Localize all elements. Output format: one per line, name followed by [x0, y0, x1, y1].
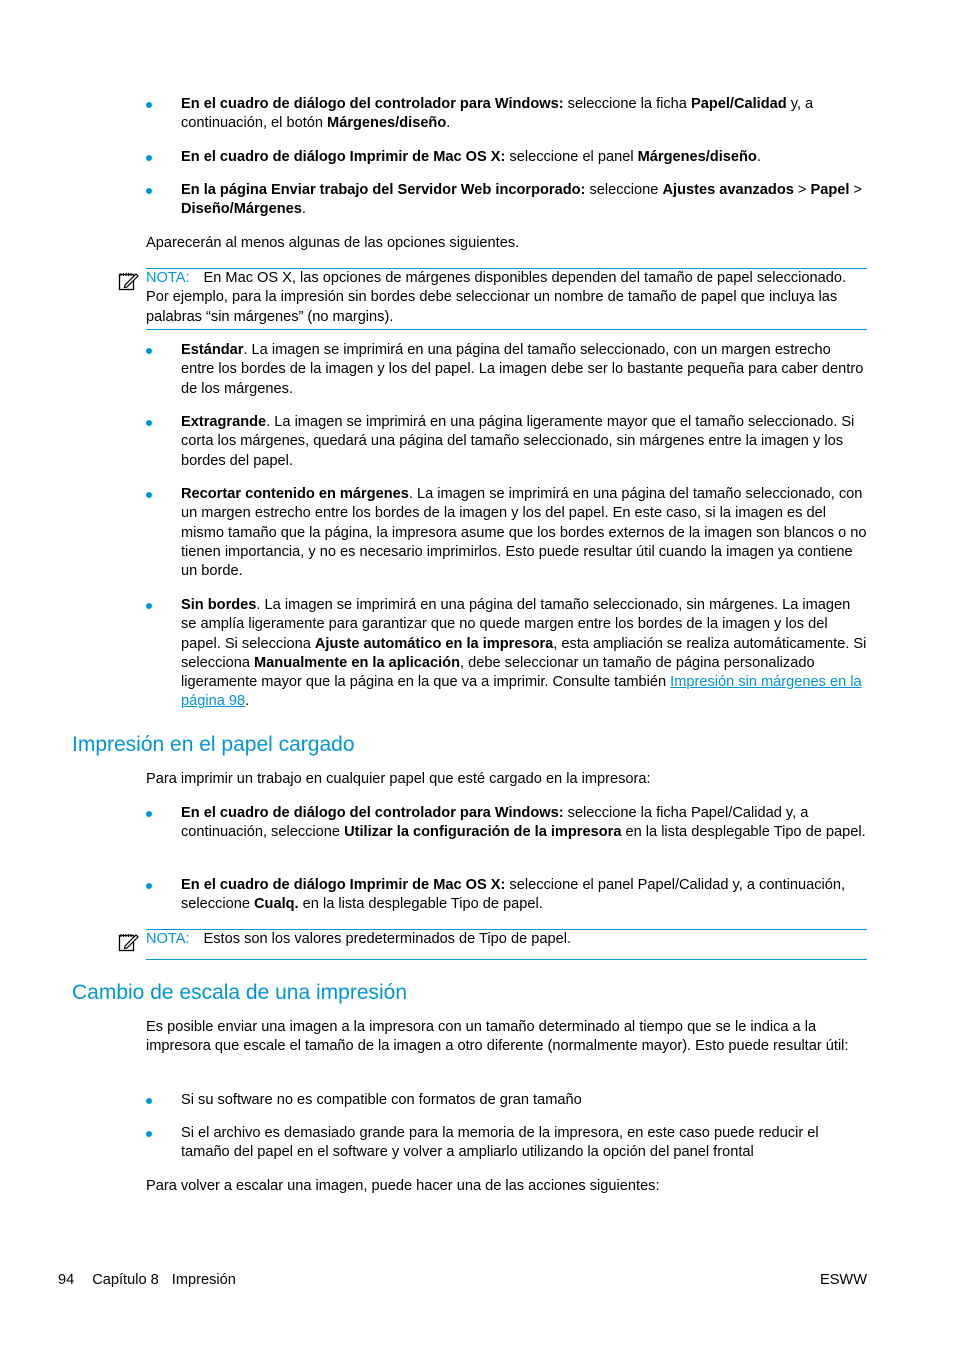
emphasis-text: Papel/Calidad: [690, 96, 787, 112]
paragraph: Es posible enviar una imagen a la impresora con un tamaño determinado al tiempo que se le indica a la impresora que escale el tamaño de la imagen a otro diferente (normalmente mayor). Esto puede resultar útil:: [146, 1019, 849, 1055]
locale-code: ESWW: [819, 1272, 867, 1288]
bullet-icon: [146, 188, 152, 194]
emphasis-text: Ajustes avanzados: [662, 182, 794, 198]
bullet-icon: [146, 883, 152, 889]
note-text: En Mac OS X, las opciones de márgenes disponibles dependen del tamaño de papel seleccionado. Por ejemplo, para la impresión sin bordes debe seleccionar un nombre de tamaño de papel que incluya las palabras “sin márgenes” (no margins).: [146, 270, 847, 325]
note-label: NOTA:: [146, 270, 190, 286]
bullet-icon: [146, 603, 152, 609]
emphasis-text: Estándar: [181, 342, 244, 358]
bullet-icon: [146, 102, 152, 108]
list-item: En el cuadro de diálogo Imprimir de Mac OS X: seleccione el panel Papel/Calidad y, a continuación, seleccione Cualq. en la lista desplegable Tipo de papel.: [146, 876, 868, 915]
note-label: NOTA:: [146, 931, 190, 947]
page-footer: [58, 1271, 867, 1290]
emphasis-text: En el cuadro de diálogo Imprimir de Mac OS X:: [181, 877, 506, 893]
note-pencil-icon: [118, 932, 140, 952]
section-heading: Impresión en el papel cargado: [72, 733, 355, 756]
emphasis-text: Ajuste automático en la impresora: [314, 635, 554, 652]
note-box: [146, 929, 867, 960]
bullet-icon: [146, 155, 152, 161]
bullet-icon: [146, 811, 152, 817]
list-item: En el cuadro de diálogo Imprimir de Mac OS X: seleccione el panel Márgenes/diseño.: [146, 148, 868, 167]
cross-reference-link[interactable]: Impresión sin márgenes en la página 98: [181, 674, 862, 710]
paragraph: Para volver a escalar una imagen, puede hacer una de las acciones siguientes:: [146, 1178, 660, 1194]
chapter-title: Impresión: [171, 1272, 236, 1288]
bullet-icon: [146, 492, 152, 498]
note-text: Estos son los valores predeterminados de Tipo de papel.: [203, 931, 572, 947]
emphasis-text: Utilizar la configuración de la impresora: [344, 824, 622, 841]
list-item: Si el archivo es demasiado grande para la memoria de la impresora, en este caso puede reducir el tamaño del papel en el software y volver a ampliarlo utilizando la opción del panel frontal: [146, 1124, 868, 1163]
bullet-icon: [146, 420, 152, 426]
note-box: [146, 268, 867, 330]
emphasis-text: En el cuadro de diálogo del controlador para Windows:: [181, 805, 564, 821]
list-item: Recortar contenido en márgenes. La imagen se imprimirá en una página del tamaño seleccionado, con un margen estrecho entre los bordes de la imagen y los del papel. En este caso, si la imagen es del mismo tamaño que la página, la impresora asume que los bordes externos de la imagen son blancos o no tienen importancia, y no es necesario imprimirlos. Esto puede resultar útil cuando la imagen ya contiene un borde.: [146, 485, 868, 581]
list-item: Extragrande. La imagen se imprimirá en una página ligeramente mayor que el tamaño seleccionado. Si corta los márgenes, quedará una página del tamaño seleccionado, sin márgenes entre la imagen y los bordes del papel.: [146, 413, 868, 471]
list-item: Estándar. La imagen se imprimirá en una página del tamaño seleccionado, con un margen estrecho entre los bordes de la imagen y los del papel. La imagen debe ser lo bastante pequeña para caber dentro de los márgenes.: [146, 341, 868, 399]
emphasis-text: Márgenes/diseño: [637, 149, 757, 165]
emphasis-text: En la página Enviar trabajo del Servidor Web incorporado:: [181, 182, 586, 198]
note-pencil-icon: [118, 271, 140, 291]
chapter-label: Capítulo 8: [92, 1272, 159, 1288]
bullet-icon: [146, 1098, 152, 1104]
emphasis-text: Diseño/Márgenes: [181, 201, 302, 218]
list-item: En el cuadro de diálogo del controlador para Windows: seleccione la ficha Papel/Calidad y, a continuación, seleccione Utilizar la configuración de la impresora en la lista desplegable Tipo de papel.: [146, 804, 868, 843]
emphasis-text: Márgenes/diseño: [327, 115, 447, 132]
emphasis-text: En el cuadro de diálogo del controlador para Windows:: [181, 96, 564, 112]
emphasis-text: Recortar contenido en márgenes: [181, 486, 409, 502]
paragraph: Para imprimir un trabajo en cualquier papel que esté cargado en la impresora:: [146, 771, 651, 787]
emphasis-text: Extragrande: [181, 414, 267, 430]
section-heading: Cambio de escala de una impresión: [72, 981, 408, 1004]
list-item: Si su software no es compatible con formatos de gran tamaño: [146, 1091, 868, 1110]
list-item: En la página Enviar trabajo del Servidor Web incorporado: seleccione Ajustes avanzados > Papel > Diseño/Márgenes.: [146, 181, 868, 220]
list-item: En el cuadro de diálogo del controlador para Windows: seleccione la ficha Papel/Calidad y, a continuación, el botón Márgenes/diseño.: [146, 95, 868, 134]
page-number: 94: [58, 1272, 75, 1288]
emphasis-text: Cualq.: [254, 896, 299, 913]
paragraph: Aparecerán al menos algunas de las opciones siguientes.: [146, 235, 520, 251]
emphasis-text: Sin bordes: [181, 597, 257, 613]
emphasis-text: Papel: [810, 182, 850, 198]
bullet-icon: [146, 1131, 152, 1137]
list-item: Sin bordes. La imagen se imprimirá en una página del tamaño seleccionado, sin márgenes. La imagen se amplía ligeramente para garantizar que no quede margen entre los bordes de la imagen y los del papel. Si selecciona Ajuste automático en la impresora, esta ampliación se realiza automáticamente. Si selecciona Manualmente en la aplicación, debe seleccionar un tamaño de página personalizado ligeramente mayor que la página en la que va a imprimir. Consulte también Impresión sin márgenes en la página 98.: [146, 596, 868, 712]
emphasis-text: En el cuadro de diálogo Imprimir de Mac OS X:: [181, 149, 506, 165]
emphasis-text: Manualmente en la aplicación: [254, 654, 461, 671]
bullet-icon: [146, 348, 152, 354]
